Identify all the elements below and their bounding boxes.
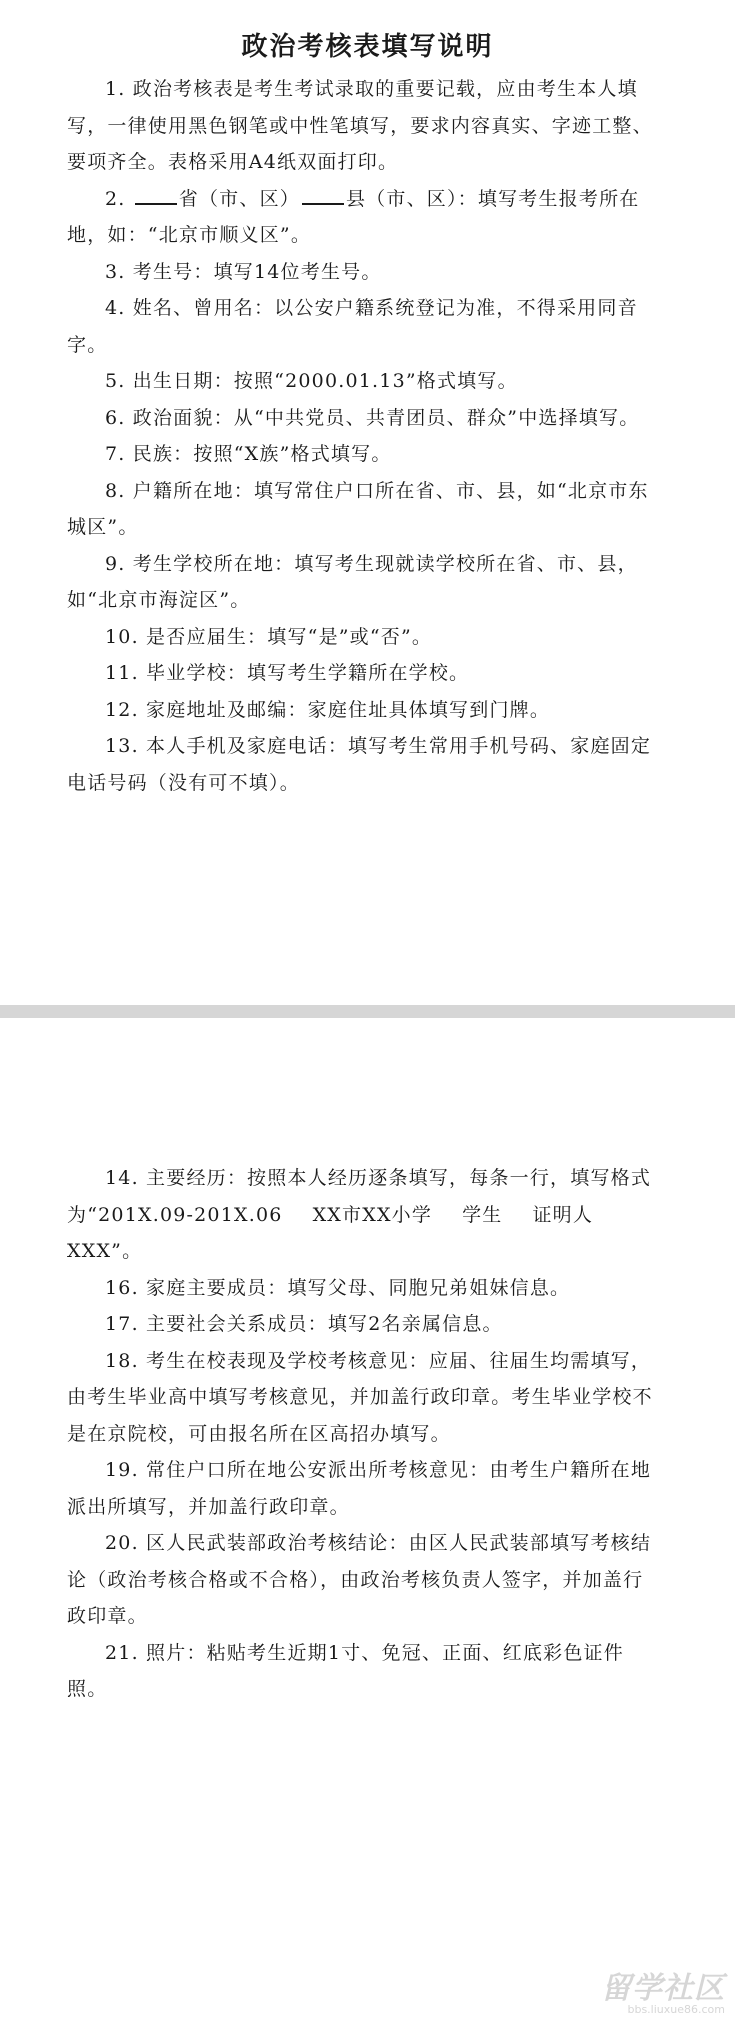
instruction-item-5: 5. 出生日期：按照“2000.01.13”格式填写。 <box>105 370 518 392</box>
instruction-item-16: 16. 家庭主要成员：填写父母、同胞兄弟姐妹信息。 <box>105 1276 571 1299</box>
instruction-item-1: 1. 政治考核表是考生考试录取的重要记载，应由考生本人填写，一律使用黑色钢笔或中性笔填写，要求内容真实、字迹工整、要项齐全。表格采用A4纸双面打印。 <box>67 78 653 173</box>
instruction-item-7: 7. 民族：按照“X族”格式填写。 <box>105 443 392 465</box>
item-14-witness: 证明人XXX”。 <box>67 1203 594 1262</box>
instruction-item-4: 4. 姓名、曾用名：以公安户籍系统登记为准，不得采用同音字。 <box>67 297 638 356</box>
instruction-item-2 <box>67 181 657 254</box>
item-14-prefix: 14. 主要经历：按照本人经历逐条填写，每条一行，填写格式为“201X.09-201X.06 <box>67 1167 652 1226</box>
instruction-item-11: 11. 毕业学校：填写考生学籍所在学校。 <box>105 662 470 684</box>
item-2-text-a: 省（市、区） <box>178 187 300 210</box>
instruction-item-19: 19. 常住户口所在地公安派出所考核意见：由考生户籍所在地派出所填写，并加盖行政印章。 <box>67 1459 652 1518</box>
page-separator <box>0 1005 735 1018</box>
site-watermark <box>601 1963 725 2016</box>
instruction-item-13: 13. 本人手机及家庭电话：填写考生常用手机号码、家庭固定电话号码（没有可不填）。 <box>67 735 652 794</box>
instruction-item-20: 20. 区人民武装部政治考核结论：由区人民武装部填写考核结论（政治考核合格或不合格），由政治考核负责人签字，并加盖行政印章。 <box>67 1532 652 1627</box>
item-14-school: XX市XX小学 <box>312 1203 433 1226</box>
page-two <box>0 1018 735 2022</box>
document-title: 政治考核表填写说明 <box>241 32 494 62</box>
instruction-item-21: 21. 照片：粘贴考生近期1寸、免冠、正面、红底彩色证件照。 <box>67 1641 624 1700</box>
item-2-text-b: 县（市、区）：填写考生报考所在地，如：“北京市顺义区”。 <box>67 187 640 246</box>
instruction-item-17: 17. 主要社会关系成员：填写2名亲属信息。 <box>105 1313 503 1335</box>
instruction-item-18: 18. 考生在校表现及学校考核意见：应届、往届生均需填写，由考生毕业高中填写考核意见，并加盖行政印章。考生毕业学校不是在京院校，可由报名所在区高招办填写。 <box>67 1349 653 1445</box>
instruction-item-3: 3. 考生号：填写14位考生号。 <box>105 260 382 283</box>
instructions-part-one <box>67 71 657 801</box>
instruction-item-10: 10. 是否应届生：填写“是”或“否”。 <box>105 625 433 648</box>
instructions-part-two <box>67 1160 657 1708</box>
watermark-logo: 留学社区 <box>601 1971 725 2006</box>
county-blank <box>302 185 344 205</box>
item-14-role: 学生 <box>462 1203 503 1226</box>
item-2-number: 2. <box>105 187 126 210</box>
instruction-item-8: 8. 户籍所在地：填写常住户口所在省、市、县，如“北京市东城区”。 <box>67 479 649 538</box>
page-one <box>0 0 735 1005</box>
instruction-item-12: 12. 家庭地址及邮编：家庭住址具体填写到门牌。 <box>105 698 551 721</box>
instruction-item-9: 9. 考生学校所在地：填写考生现就读学校所在省、市、县，如“北京市海淀区”。 <box>67 552 638 611</box>
instruction-item-6: 6. 政治面貌：从“中共党员、共青团员、群众”中选择填写。 <box>105 406 640 429</box>
province-blank <box>135 185 177 205</box>
instruction-item-14 <box>67 1160 657 1270</box>
watermark-url: bbs.liuxue86.com <box>627 2003 725 2016</box>
